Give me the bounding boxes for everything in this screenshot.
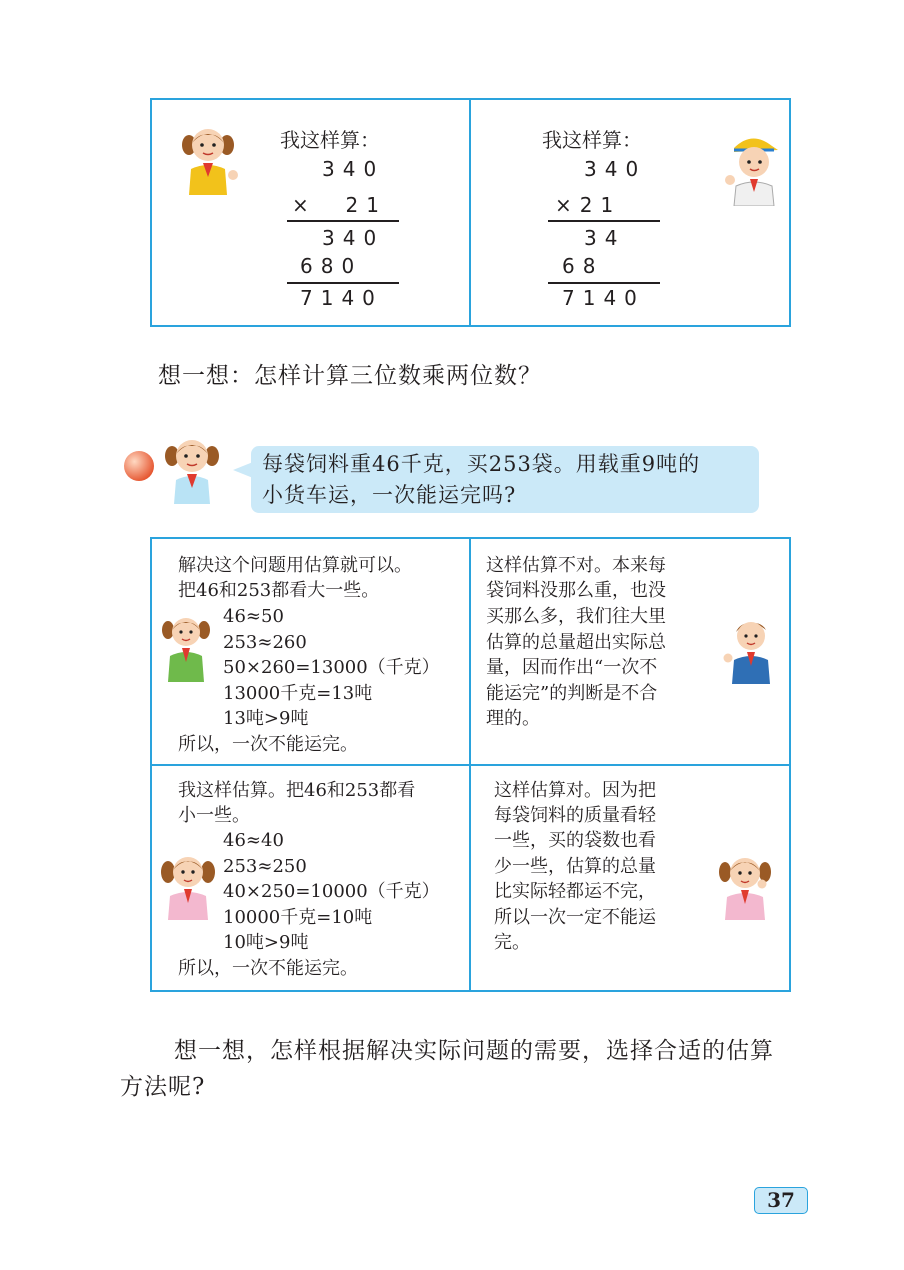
girl-speaker-icon bbox=[160, 434, 226, 504]
think-question-2-line-2: 方法呢? bbox=[120, 1074, 206, 1100]
calc-panel-divider bbox=[469, 98, 471, 327]
girl-green-icon bbox=[158, 610, 216, 682]
cell-bottom-left-line-8: 所以，一次不能运完。 bbox=[178, 958, 358, 979]
cell-bottom-left-line-5: 40×250=10000（千克） bbox=[223, 881, 440, 902]
grid-horizontal-divider bbox=[150, 764, 791, 766]
boy-character-icon bbox=[722, 130, 784, 206]
left-calc-row-5: 7140 bbox=[300, 286, 383, 310]
left-calc-rule-1 bbox=[287, 220, 399, 222]
cell-bottom-left-line-1: 我这样估算。把46和253都看 bbox=[178, 780, 416, 801]
problem-line-1: 每袋饲料重46千克，买253袋。用载重9吨的 bbox=[262, 452, 701, 476]
right-calc-label: 我这样算： bbox=[542, 128, 642, 152]
think-question-1: 想一想：怎样计算三位数乘两位数？ bbox=[158, 363, 542, 389]
think-question-2-line-1: 想一想，怎样根据解决实际问题的需要，选择合适的估算 bbox=[174, 1038, 774, 1064]
cell-bottom-left-line-3: 46≈40 bbox=[223, 830, 284, 851]
right-calc-row-3: 34 bbox=[584, 226, 626, 250]
cell-top-left-line-3: 46≈50 bbox=[223, 606, 284, 627]
cell-bottom-right-line-7: 完。 bbox=[494, 932, 530, 953]
cell-top-right-line-7: 理的。 bbox=[486, 708, 540, 729]
cell-top-right-line-2: 袋饲料没那么重，也没 bbox=[486, 580, 666, 601]
cell-top-left-line-6: 13000千克=13吨 bbox=[223, 683, 373, 704]
cell-bottom-right-line-5: 比实际轻都运不完， bbox=[494, 881, 656, 902]
girl-pink-icon bbox=[158, 850, 220, 920]
cell-top-right-line-4: 估算的总量超出实际总 bbox=[486, 632, 666, 653]
cell-top-right-line-1: 这样估算不对。本来每 bbox=[486, 555, 666, 576]
right-calc-row-1: 340 bbox=[584, 157, 647, 181]
left-calc-row-1: 340 bbox=[322, 157, 385, 181]
right-calc-rule-1 bbox=[548, 220, 660, 222]
cell-top-left-line-4: 253≈260 bbox=[223, 632, 307, 653]
cell-bottom-right-line-1: 这样估算对。因为把 bbox=[494, 780, 656, 801]
left-calc-row-3: 340 bbox=[322, 226, 385, 250]
ball-icon bbox=[122, 449, 156, 483]
problem-line-2: 小货车运，一次能运完吗? bbox=[262, 483, 517, 507]
cell-top-left-line-5: 50×260=13000（千克） bbox=[223, 657, 440, 678]
girl-thinking-icon bbox=[716, 850, 776, 920]
right-calc-row-2: ×21 bbox=[555, 193, 622, 217]
cell-top-left-line-2: 把46和253都看大一些。 bbox=[178, 580, 380, 601]
cell-bottom-left-line-4: 253≈250 bbox=[223, 856, 307, 877]
cell-bottom-left-line-6: 10000千克=10吨 bbox=[223, 907, 373, 928]
speech-bubble-tail bbox=[233, 462, 253, 478]
left-calc-row-4: 680 bbox=[300, 254, 363, 278]
boy-blue-icon bbox=[722, 612, 778, 684]
cell-top-right-line-6: 能运完”的判断是不合 bbox=[486, 683, 658, 704]
left-calc-rule-2 bbox=[287, 282, 399, 284]
left-calc-label: 我这样算： bbox=[280, 128, 380, 152]
cell-bottom-left-line-7: 10吨>9吨 bbox=[223, 932, 309, 953]
right-calc-row-4: 68 bbox=[562, 254, 604, 278]
cell-bottom-right-line-4: 少一些，估算的总量 bbox=[494, 856, 656, 877]
cell-top-right-line-5: 量，因而作出“一次不 bbox=[486, 657, 658, 678]
cell-bottom-left-line-2: 小一些。 bbox=[178, 805, 250, 826]
cell-bottom-right-line-3: 一些，买的袋数也看 bbox=[494, 830, 656, 851]
problem-text bbox=[262, 449, 700, 511]
cell-top-right-line-3: 买那么多，我们往大里 bbox=[486, 606, 666, 627]
cell-top-left-line-7: 13吨>9吨 bbox=[223, 708, 309, 729]
cell-top-left-line-8: 所以，一次不能运完。 bbox=[178, 734, 358, 755]
right-calc-row-5: 7140 bbox=[562, 286, 645, 310]
right-calc-rule-2 bbox=[548, 282, 660, 284]
cell-bottom-right-line-2: 每袋饲料的质量看轻 bbox=[494, 805, 656, 826]
girl-character-icon bbox=[177, 123, 243, 197]
cell-bottom-right-line-6: 所以一次一定不能运 bbox=[494, 907, 656, 928]
cell-top-left-line-1: 解决这个问题用估算就可以。 bbox=[178, 555, 412, 576]
page-number: 37 bbox=[754, 1187, 808, 1214]
left-calc-row-2: × 21 bbox=[292, 193, 387, 217]
